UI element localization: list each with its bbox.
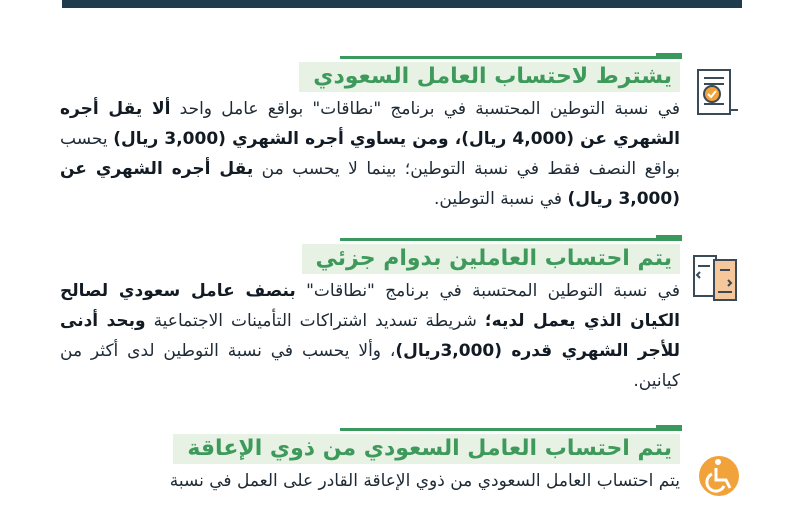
section-part-time-workers bbox=[60, 238, 680, 396]
section-heading: يشترط لاحتساب العامل السعودي bbox=[299, 62, 680, 92]
section-body: يتم احتساب العامل السعودي من ذوي الإعاقة القادر على العمل في نسبة bbox=[169, 471, 680, 491]
part-time-docs-icon bbox=[690, 250, 740, 306]
wheelchair-icon bbox=[694, 448, 744, 504]
section-heading: يتم احتساب العاملين بدوام جزئي bbox=[302, 244, 681, 274]
section-heading: يتم احتساب العامل السعودي من ذوي الإعاقة bbox=[173, 434, 680, 464]
section-body: في نسبة التوطين المحتسبة في برنامج "نطاقات" بواقع عامل واحد ألا يقل أجره الشهري عن (4,000 ريال)، ومن يساوي أجره الشهري (3,000 ريال) يحسب بواقع النصف فقط في نسبة التوطين؛ بينما لا يحسب من يقل أجره الشهري عن (3,000 ريال) في نسبة التوطين. bbox=[60, 99, 681, 209]
heading-accent-line bbox=[340, 238, 680, 241]
section-body: في نسبة التوطين المحتسبة في برنامج "نطاقات" بنصف عامل سعودي لصالح الكيان الذي يعمل لديه؛ شريطة تسديد اشتراكات التأمينات الاجتماعية وبحد أدنى للأجر الشهري قدره (3,000ريال)، وألا يحسب في نسبة التوطين لدى أكثر من كيانين. bbox=[60, 281, 681, 391]
section-saudi-worker-condition bbox=[60, 56, 680, 214]
heading-accent-line bbox=[340, 56, 680, 59]
heading-accent-line bbox=[340, 428, 680, 431]
section-disabled-worker bbox=[60, 428, 680, 496]
document-badge-icon bbox=[690, 66, 740, 122]
top-banner-bar bbox=[62, 0, 742, 8]
